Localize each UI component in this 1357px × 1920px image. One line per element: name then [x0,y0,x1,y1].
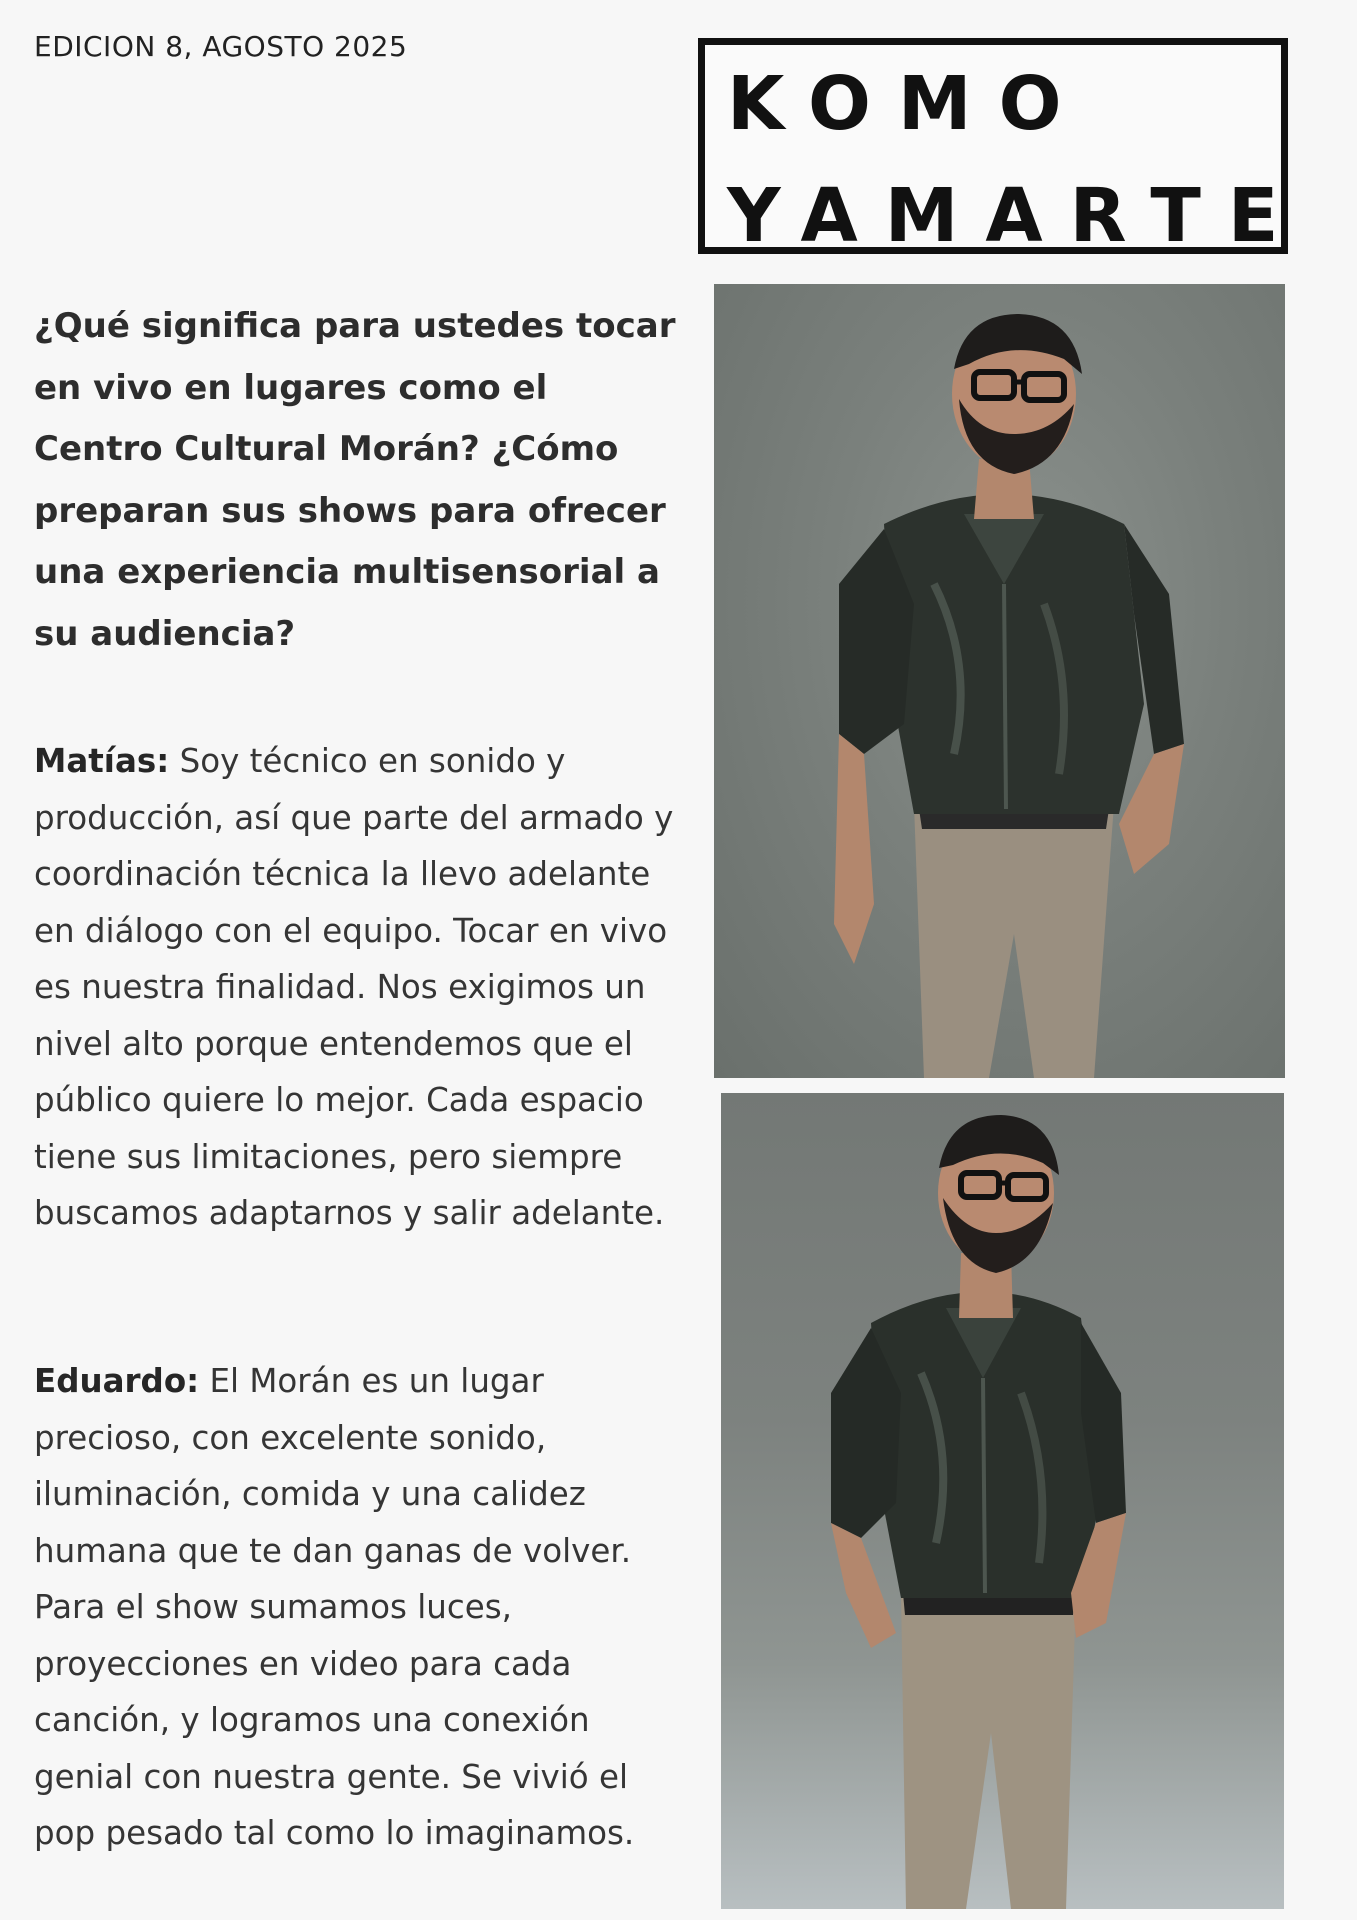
answer-text: El Morán es un lugar precioso, con excelente sonido, iluminación, comida y una calidez humana que te dan ganas de volver. Para el show sumamos luces, proyecciones en video para cada canción, y logramos una conexión genial con nuestra gente. Se vivió el pop pesado tal como lo imaginamos. [34,1362,635,1852]
edition-label: EDICION 8, AGOSTO 2025 [34,30,408,63]
logo-line-2: YAMARTE [727,173,1306,259]
portrait-illustration [714,284,1285,1078]
magazine-logo [698,38,1306,259]
logo-line-1: KOMO [727,61,1089,147]
portrait-illustration [721,1093,1284,1909]
interview-question: ¿Qué significa para ustedes tocar en vivo en lugares como el Centro Cultural Morán? ¿Cómo preparan sus shows para ofrecer una experiencia multisensorial a su audiencia? [34,306,676,654]
answer-text: Soy técnico en sonido y producción, así que parte del armado y coordinación técnica la llevo adelante en diálogo con el equipo. Tocar en vivo es nuestra finalidad. Nos exigimos un nivel alto porque entendemos que el público quiere lo mejor. Cada espacio tiene sus limitaciones, pero siempre buscamos adaptarnos y salir adelante. [34,742,674,1232]
photo-portrait-2 [721,1093,1284,1909]
answer-eduardo [34,1353,684,1862]
photo-portrait-1 [714,284,1285,1078]
speaker-name: Eduardo: [34,1362,200,1400]
answer-matias [34,733,684,1242]
speaker-name: Matías: [34,742,170,780]
